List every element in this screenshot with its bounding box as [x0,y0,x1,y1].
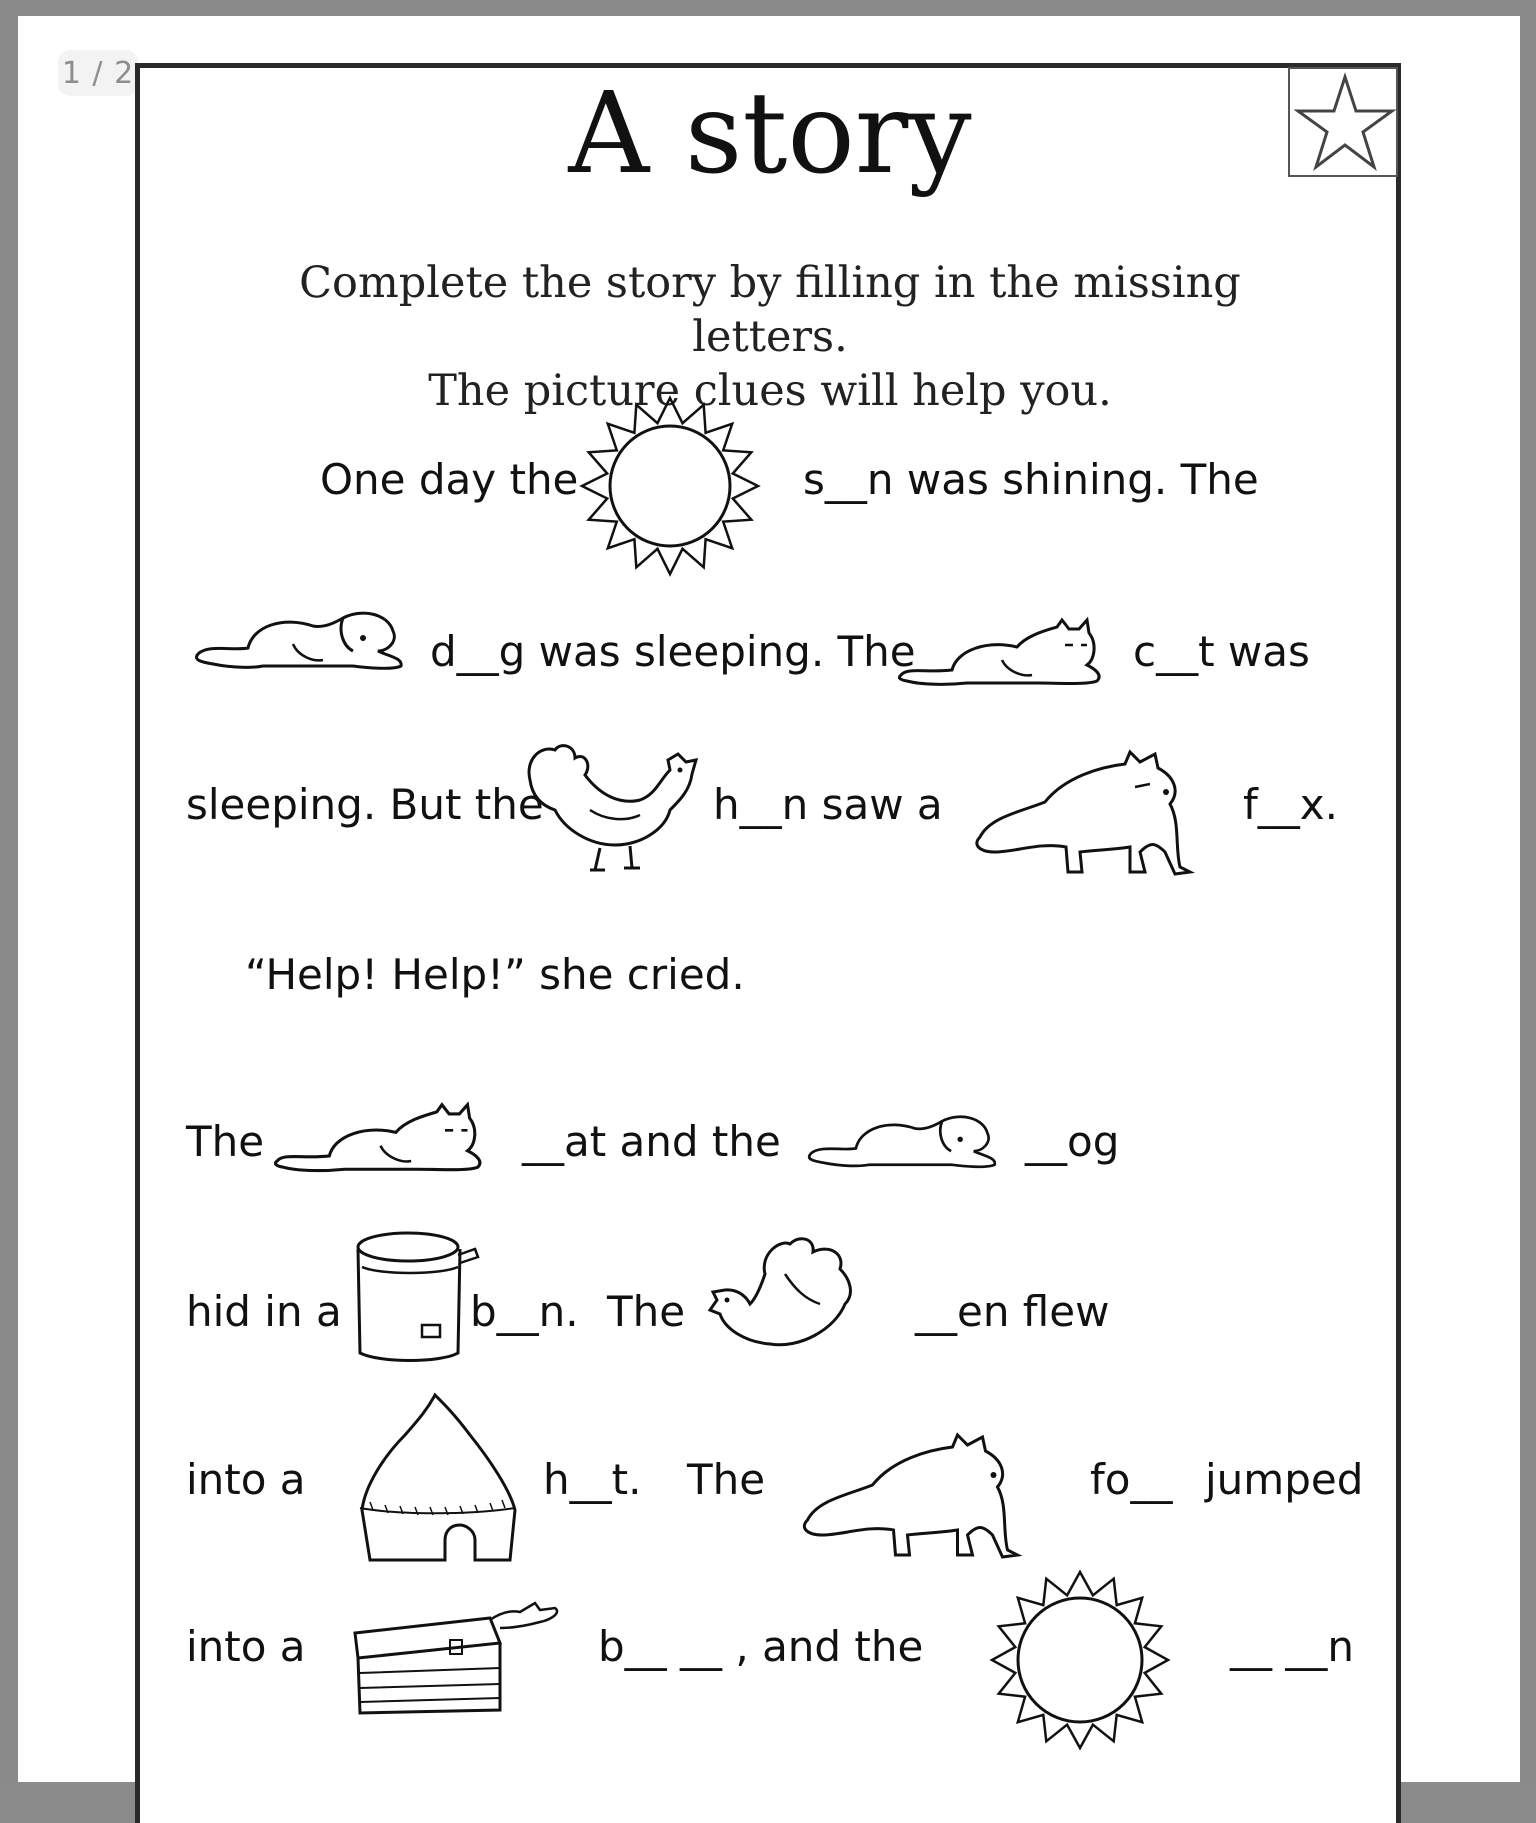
story-text: One day the [320,455,579,504]
story-text: __at and the [522,1117,781,1166]
viewer-top-edge [0,0,1536,16]
bin-icon [350,1225,480,1365]
story-text: s__n was shining. The [803,455,1259,504]
sun-icon [990,1570,1170,1750]
cat-icon [273,1098,488,1178]
fox-icon [970,742,1210,882]
instruction-line-1: Complete the story by filling in the missing letters. [299,258,1241,362]
story-text: __ __n [1230,1622,1354,1671]
fox-icon [795,1425,1040,1565]
story-text: jumped [1205,1455,1364,1504]
hen-icon [520,740,705,875]
star-box [1288,67,1398,177]
story-text: f__x. [1243,780,1338,829]
story-text: __og [1025,1117,1120,1166]
sun-icon [580,396,760,576]
story-text: The [687,1455,766,1504]
story-text: The [607,1287,686,1336]
story-text: sleeping. But the [186,780,544,829]
hen-icon [705,1234,870,1364]
story-text: b__ __ , and the [598,1622,924,1671]
story-text: d__g was sleeping. The [430,627,916,676]
story-text: __en flew [915,1287,1110,1336]
viewer-right-edge [1520,0,1536,1782]
story-text: h__n saw a [713,780,943,829]
story-text: into a [186,1455,306,1504]
story-text: fo__ [1090,1455,1173,1504]
page-indicator: 1 / 2 [58,50,138,96]
viewer-left-edge [0,0,18,1782]
hut-icon [350,1390,520,1565]
story-text: b__n. [470,1287,579,1336]
dog-icon [193,596,408,676]
instructions [230,256,1310,418]
story-text: “Help! Help!” she cried. [245,950,745,999]
dog-icon [806,1090,1001,1185]
story-text: hid in a [186,1287,342,1336]
story-text: c__t was [1133,627,1310,676]
star-icon [1290,69,1400,179]
story-text: into a [186,1622,306,1671]
story-text: h__t. [543,1455,642,1504]
instruction-line-2: The picture clues will help you. [428,366,1112,416]
worksheet-title: A story [568,69,972,199]
box-icon [350,1598,570,1718]
cat-icon [897,615,1107,690]
story-text: The [186,1117,265,1166]
